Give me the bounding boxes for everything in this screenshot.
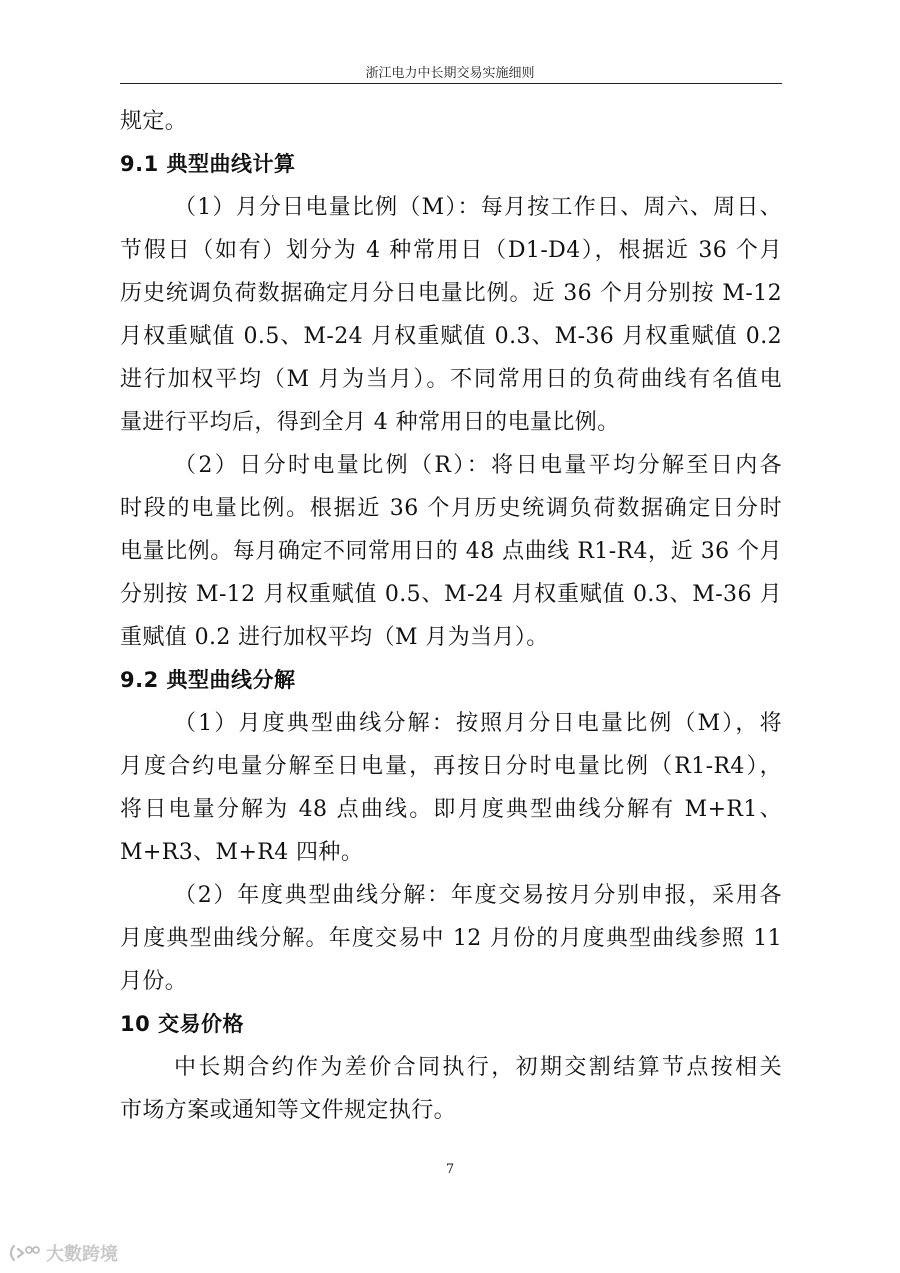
body-text-line: M+R3、M+R4 四种。 <box>120 840 364 865</box>
body-text-line: 月度合约电量分解至日电量，再按日分时电量比例（R1-R4）， <box>120 754 782 779</box>
body-text-line: 月份。 <box>120 969 188 994</box>
section-heading: 10 交易价格 <box>120 1012 245 1036</box>
body-text-line: 进行加权平均（M 月为当月）。不同常用日的负荷曲线有名值电 <box>120 367 782 392</box>
body-text-line: 中长期合约作为差价合同执行，初期交割结算节点按相关 <box>174 1055 782 1080</box>
page-number: 7 <box>445 1162 455 1177</box>
watermark <box>8 1240 118 1266</box>
body-text-line: 分别按 M-12 月权重赋值 0.5、M-24 月权重赋值 0.3、M-36 月 <box>120 582 782 607</box>
body-text-line: 重赋值 0.2 进行加权平均（M 月为当月）。 <box>120 625 549 650</box>
header-rule <box>120 83 782 84</box>
body-text-line: （2）日分时电量比例（R）：将日电量平均分解至日内各 <box>174 453 782 478</box>
body-text-line: 市场方案或通知等文件规定执行。 <box>120 1098 457 1123</box>
body-text-line: 规定。 <box>120 109 188 134</box>
body-text-line: （1）月度典型曲线分解：按照月分日电量比例（M），将 <box>174 711 782 736</box>
running-header: 浙江电力中长期交易实施细则 <box>365 66 535 81</box>
body-text-line: 将日电量分解为 48 点曲线。即月度典型曲线分解有 M+R1、 <box>120 797 782 822</box>
body-content <box>120 100 782 1132</box>
body-text-line: 月权重赋值 0.5、M-24 月权重赋值 0.3、M-36 月权重赋值 0.2 <box>120 324 782 349</box>
watermark-logo-icon <box>8 1242 42 1264</box>
watermark-text: 大數跨境 <box>46 1244 118 1265</box>
body-text-line: 时段的电量比例。根据近 36 个月历史统调负荷数据确定日分时 <box>120 496 782 521</box>
section-heading: 9.1 典型曲线计算 <box>120 152 296 176</box>
body-text-line: 量进行平均后，得到全月 4 种常用日的电量比例。 <box>120 410 620 435</box>
body-text-line: （2）年度典型曲线分解：年度交易按月分别申报，采用各 <box>174 883 782 908</box>
body-text-line: 历史统调负荷数据确定月分日电量比例。近 36 个月分别按 M-12 <box>120 281 782 306</box>
body-text-line: 月度典型曲线分解。年度交易中 12 月份的月度典型曲线参照 11 <box>120 926 782 951</box>
section-heading: 9.2 典型曲线分解 <box>120 668 296 692</box>
body-text-line: （1）月分日电量比例（M）：每月按工作日、周六、周日、 <box>174 195 782 220</box>
body-text-line: 节假日（如有）划分为 4 种常用日（D1-D4），根据近 36 个月 <box>120 238 782 263</box>
body-text-line: 电量比例。每月确定不同常用日的 48 点曲线 R1-R4，近 36 个月 <box>120 539 782 564</box>
